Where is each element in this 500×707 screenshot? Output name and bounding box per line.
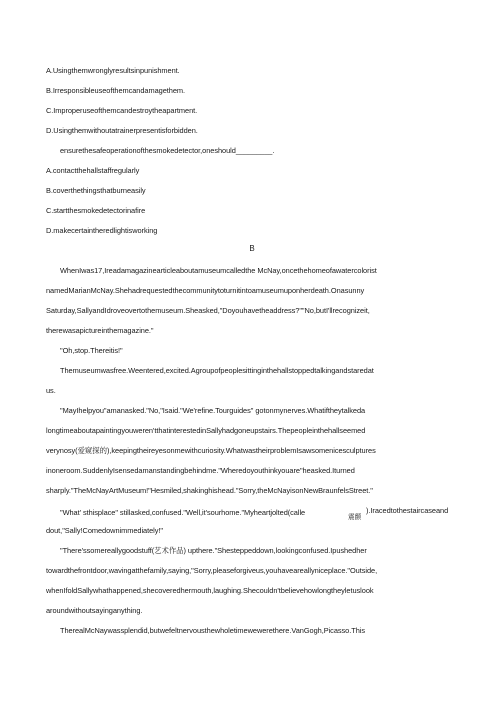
- passage-line: "MayIhelpyou"amanasked."No,"Isaid."We'refine.Tourguides" gotonmynerves.Whatiftheytalkeda: [60, 406, 366, 415]
- passage-line: verynosy(爱窥探的),keepingtheireyesonmewithcuriosity.WhatwastheirproblemIsawsomenicesculptures: [46, 446, 376, 455]
- passage-line: "Oh,stop.Thereitis!": [60, 346, 123, 355]
- option-q1-a: A.Usingthemwronglyresultsinpunishment.: [46, 66, 180, 75]
- passage-line: dout,"Sally!Comedownimmediately!": [46, 526, 163, 535]
- passage-line: inoneroom.SuddenlyIsensedamanstandingbehindme."Wheredoyouthinkyouare"heasked.Iturned: [46, 466, 355, 475]
- passage-line: aroundwithoutsayinganything.: [46, 606, 143, 615]
- question-q2-stem: ensurethesafeoperationofthesmokedetector,oneshould_________.: [60, 146, 275, 155]
- passage-line: WhenIwas17,Ireadamagazinearticleaboutamuseumcalledthe McNay,oncethehomeofawatercolorist: [60, 266, 377, 275]
- option-q2-c: C.startthesmokedetectorinafire: [46, 206, 146, 215]
- passage-line: therewasapictureinthemagazine.": [46, 326, 154, 335]
- option-q1-c: C.Improperuseofthemcandestroytheapartment.: [46, 106, 198, 115]
- option-q2-b: B.coverthethingsthatburneasily: [46, 186, 146, 195]
- passage-line: Saturday,SallyandIdroveovertothemuseum.Sheasked,"Doyouhavetheaddress?""No,butI'llrecognizeit,: [46, 306, 370, 315]
- passage-line: us.: [46, 386, 56, 395]
- passage-line: towardthefrontdoor,wavingatthefamily,saying,"Sorry,pleaseforgiveus,youhaveareallyniceplace."Outside,: [46, 566, 378, 575]
- passage-line: TherealMcNaywassplendid,butwefeltnervousthewholetimewewerethere.VanGogh,Picasso.This: [60, 626, 365, 635]
- option-q1-b: B.Irresponsibleuseofthemcandamagethem.: [46, 86, 186, 95]
- passage-line: "There'ssomereallygoodstuff(艺术作品) upthere."Shesteppeddown,lookingconfused.Ipushedher: [60, 546, 367, 555]
- passage-line-tail: ).Iracedtothestaircaseand: [366, 506, 449, 515]
- annotation-note: 震颤: [348, 514, 362, 521]
- passage-line: Themuseumwasfree.Weentered,excited.Agroupofpeoplesittinginthehallstoppedtalkingandstaredat: [60, 366, 374, 375]
- passage-line: namedMarianMcNay.Shehadrequestedthecommunitytoturnitintoamuseumuponherdeath.Onasunny: [46, 286, 365, 295]
- option-q2-d: D.makecertaintheredlightisworking: [46, 226, 158, 235]
- option-q1-d: D.Usingthemwithoutatrainerpresentisforbidden.: [46, 126, 198, 135]
- passage-line: "What' sthisplace" stillasked,confused."Well,it'sourhome."Myheartjolted(calle: [60, 508, 306, 517]
- passage-line: whenIfoldSallywhathappened,shecoveredhermouth,laughing.Shecouldn'tbelievehowlongtheyletuslook: [46, 586, 374, 595]
- option-q2-a: A.contactthehallstaffregularly: [46, 166, 140, 175]
- passage-line: sharply."TheMcNayArtMuseum!"Hesmiled,shakinghishead."Sorry,theMcNayisonNewBraunfelsStreet.": [46, 486, 373, 495]
- section-heading: B: [249, 244, 255, 253]
- passage-line: longtimeaboutapaintingyouweren'tthatinterestedinSallyhadgoneupstairs.Thepeopleinthehallseemed: [46, 426, 366, 435]
